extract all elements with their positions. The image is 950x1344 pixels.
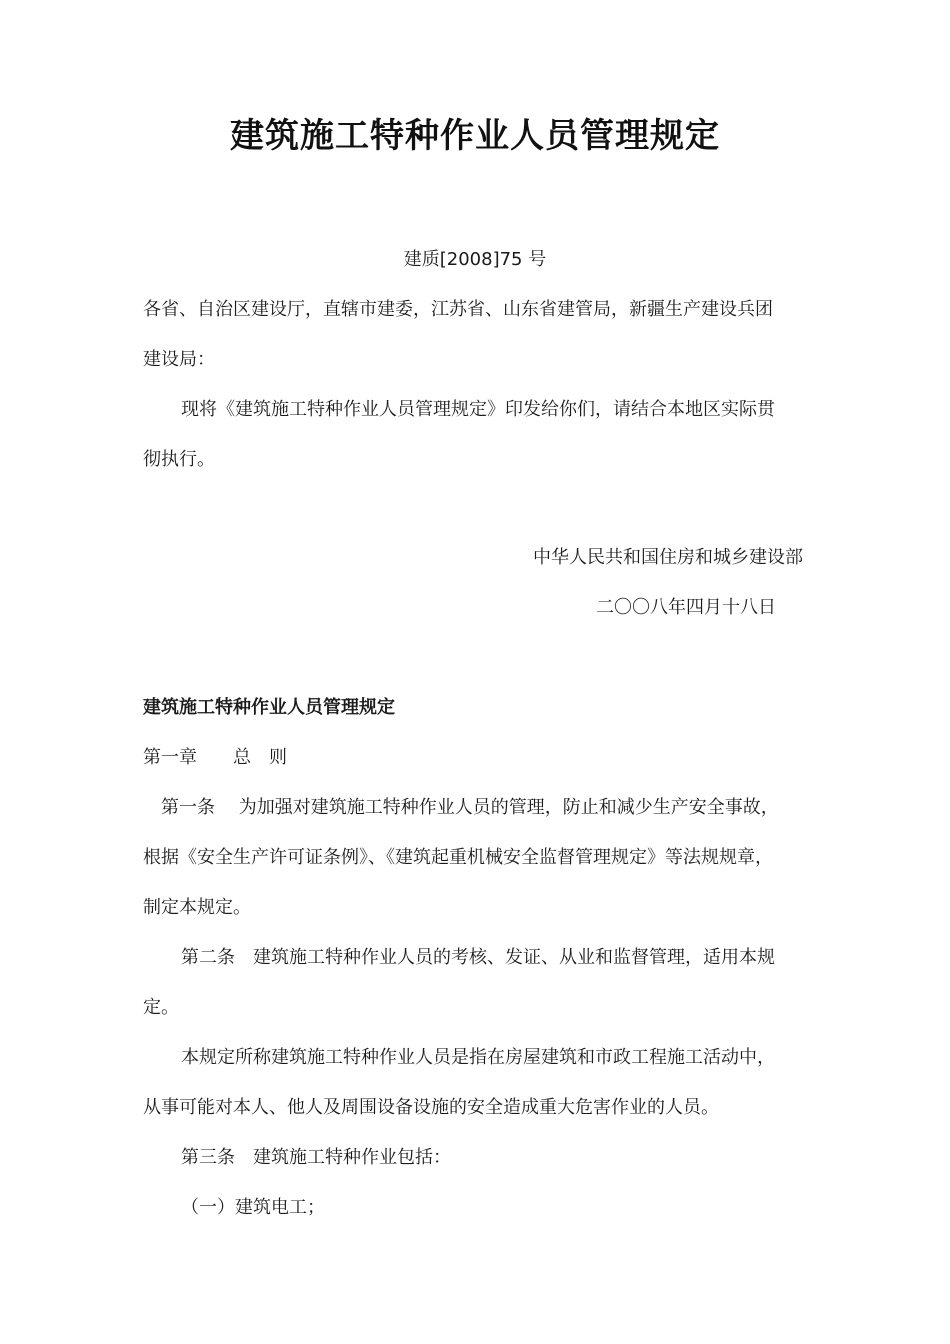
article-3-line-1: 第三条 建筑施工特种作业包括： — [181, 1147, 451, 1168]
issue-date: 二〇〇八年四月十八日 — [596, 597, 776, 618]
document-number: 建质[2008]75 号 — [403, 249, 547, 270]
article-1-line-2: 根据《安全生产许可证条例》、《建筑起重机械安全监督管理规定》等法规规章， — [143, 847, 773, 868]
recipients-line-2: 建设局： — [143, 349, 215, 370]
notice-line-1: 现将《建筑施工特种作业人员管理规定》印发给你们，请结合本地区实际贯 — [181, 399, 775, 420]
issuer: 中华人民共和国住房和城乡建设部 — [533, 547, 803, 568]
article-2-line-2: 定。 — [143, 997, 179, 1018]
section-title: 建筑施工特种作业人员管理规定 — [143, 697, 395, 718]
notice-line-2: 彻执行。 — [143, 449, 215, 470]
document-title: 建筑施工特种作业人员管理规定 — [230, 116, 720, 156]
list-item-1: （一）建筑电工； — [181, 1197, 325, 1218]
article-1-line-3: 制定本规定。 — [143, 897, 251, 918]
article-2-line-1: 第二条 建筑施工特种作业人员的考核、发证、从业和监督管理，适用本规 — [181, 947, 775, 968]
chapter-heading: 第一章 总 则 — [143, 747, 287, 768]
article-1-line-1: 第一条 为加强对建筑施工特种作业人员的管理，防止和减少生产安全事故， — [143, 797, 779, 818]
recipients-line-1: 各省、自治区建设厅，直辖市建委，江苏省、山东省建管局，新疆生产建设兵团 — [143, 299, 773, 320]
article-2-paragraph-2-line-2: 从事可能对本人、他人及周围设备设施的安全造成重大危害作业的人员。 — [143, 1097, 719, 1118]
article-2-paragraph-2-line-1: 本规定所称建筑施工特种作业人员是指在房屋建筑和市政工程施工活动中， — [181, 1047, 775, 1068]
